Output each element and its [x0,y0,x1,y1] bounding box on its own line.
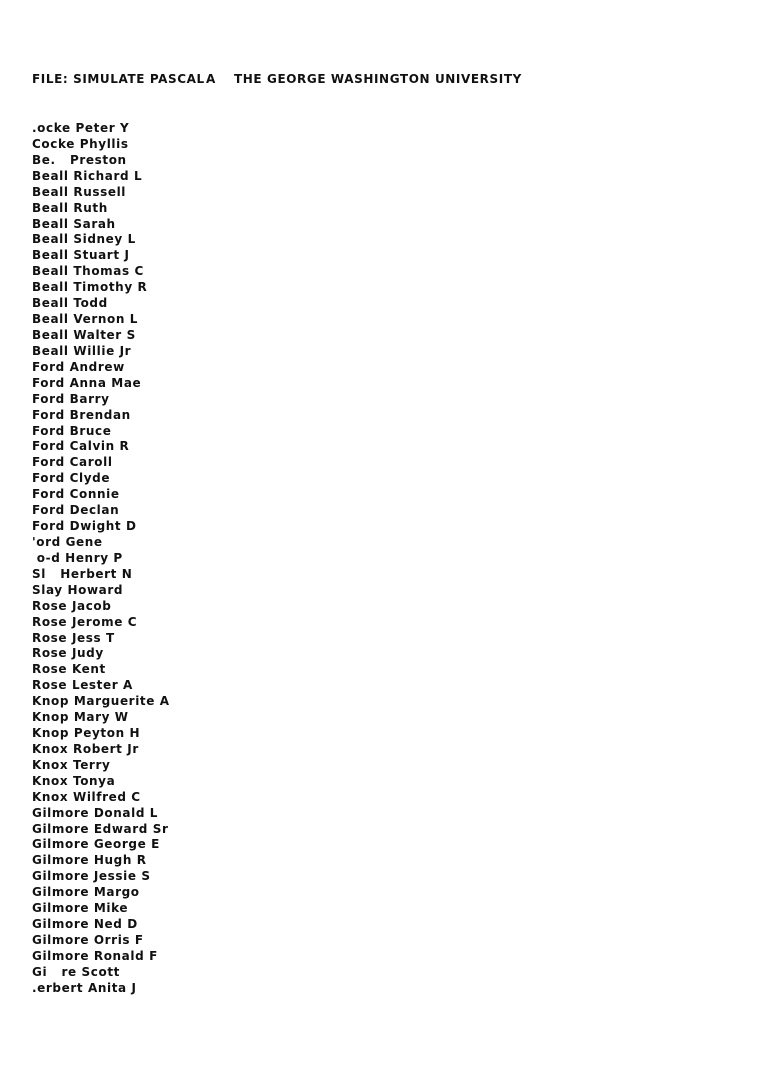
list-item: Rose Judy [32,646,104,661]
list-item: Beall Walter S [32,327,136,342]
list-item: Beall Stuart J [32,248,130,263]
list-item: Gilmore Orris F [32,933,144,948]
list-item: Beall Richard L [32,168,143,183]
list-item: Sl Herbert N [32,566,133,581]
institution-name: THE GEORGE WASHINGTON UNIVERSITY [234,72,522,86]
file-mode: A [206,72,216,86]
page-header [32,70,522,88]
list-item: Gilmore Hugh R [32,853,147,868]
list-item: Ford Caroll [32,455,113,470]
list-item: Beall Thomas C [32,264,144,279]
list-item: Knox Robert Jr [32,741,139,756]
file-label: FILE: SIMULATE PASCAL [32,72,205,86]
list-item: Be. Preston [32,152,127,167]
list-item: Gilmore Donald L [32,805,159,820]
list-item: Gilmore Jessie S [32,869,151,884]
list-item: Beall Sarah [32,216,116,231]
list-item: Ford Calvin R [32,439,130,454]
list-item: Knop Marguerite A [32,694,170,709]
list-item: .ocke Peter Y [32,121,130,135]
list-item: Beall Willie Jr [32,343,132,358]
list-item: Beall Russell [32,184,127,199]
list-item: Rose Jacob [32,598,112,613]
list-item: Rose Kent [32,662,106,677]
list-item: Knox Wilfred C [32,789,141,804]
list-item: Rose Jess T [32,630,115,645]
list-item: Ford Connie [32,487,120,502]
list-item: Gilmore Ned D [32,917,138,932]
list-item: Gilmore Mike [32,901,129,916]
list-item: Slay Howard [32,582,124,597]
list-item: Rose Lester A [32,678,133,693]
list-item: Rose Jerome C [32,614,138,629]
list-item: Beall Sidney L [32,232,136,247]
list-item: Cocke Phyllis [32,136,129,151]
list-item: Ford Barry [32,391,110,406]
list-item: o-d Henry P [32,550,123,565]
list-item: Ford Clyde [32,471,111,486]
list-item: Beall Timothy R [32,280,148,295]
list-item: Gilmore Edward Sr [32,821,169,836]
list-item: 'ord Gene [32,534,103,549]
list-item: Knop Mary W [32,710,129,725]
list-item: Knox Terry [32,757,111,772]
list-item: Beall Todd [32,296,108,311]
list-item: Ford Brendan [32,407,131,422]
list-item: Ford Dwight D [32,519,137,534]
list-item: Ford Bruce [32,423,112,438]
list-item: Beall Vernon L [32,312,139,327]
list-item: Knox Tonya [32,773,116,788]
list-item: Ford Anna Mae [32,375,142,390]
list-item: Gilmore Margo [32,885,140,900]
list-item: .erbert Anita J [32,980,137,995]
list-item: Ford Declan [32,503,120,518]
list-item: Gilmore George E [32,837,160,852]
name-list [32,121,170,997]
list-item: Ford Andrew [32,359,125,374]
list-item: Gilmore Ronald F [32,948,158,963]
list-item: Knop Peyton H [32,726,141,741]
list-item: Gi re Scott [32,964,121,979]
list-item: Beall Ruth [32,200,108,215]
